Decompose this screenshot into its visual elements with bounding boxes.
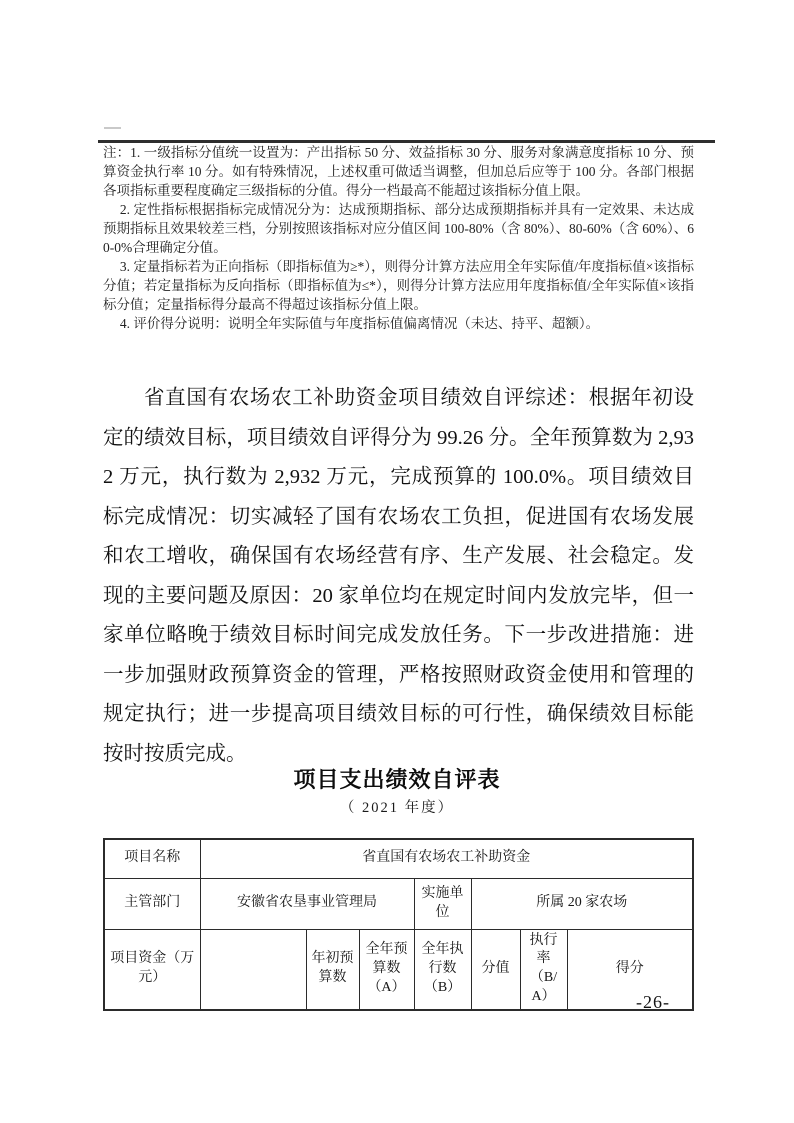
col-score-value-cell: 分值 [471,929,520,1010]
note-item-2: 2. 定性指标根据指标完成情况分为：达成预期指标、部分达成预期指标并具有一定效果、未达成预期指标且效果较差三档，分别按照该指标对应分值区间 100-80%（含 80%）、80-60%（含 60%）、60-0%合理确定分值。 [103,202,694,255]
table-row-project-name [104,839,693,878]
table-subtitle-year: （ 2021 年度） [339,800,455,816]
col-score-cell: 得分 [567,929,693,1010]
funds-blank-cell [200,929,306,1010]
table-row-departments [104,878,693,929]
self-evaluation-summary-paragraph: 省直国有农场农工补助资金项目绩效自评综述：根据年初设定的绩效目标，项目绩效自评得分为 99.26 分。全年预算数为 2,932 万元，执行数为 2,932 万元，完成预算的 100.0%。项目绩效目标完成情况：切实减轻了国有农场农工负担，促进国有农场发展和农工增收，确保国有农场经营有序、生产发展、社会稳定。发现的主要问题及原因：20 家单位均在规定时间内发放完毕，但一家单位略晚于绩效目标时间完成发放任务。下一步改进措施：进一步加强财政预算资金的管理，严格按照财政资金使用和管理的规定执行；进一步提高项目绩效目标的可行性，确保绩效目标能按时按质完成。 [103,387,694,765]
col-annual-budget-cell: 全年预算数（A） [359,929,414,1010]
col-initial-budget-cell: 年初预算数 [306,929,359,1010]
note-item-4: 4. 评价得分说明：说明全年实际值与年度指标值偏离情况（未达、持平、超额）。 [119,316,600,331]
dept-value-cell: 安徽省农垦事业管理局 [200,878,414,929]
col-exec-rate-cell: 执行率（B/A） [520,929,567,1010]
note-item-3: 3. 定量指标若为正向指标（即指标值为≥*），则得分计算方法应用全年实际值/年度指标值×该指标分值；若定量指标为反向指标（即指标值为≤*），则得分计算方法应用年度指标值/全年实际值×该指标分值；定量指标得分最高不得超过该指标分值上限。 [103,259,694,312]
funds-label-cell: 项目资金（万元） [104,929,200,1010]
col-annual-exec-cell: 全年执行数（B） [414,929,471,1010]
table-row-project-funds-header [104,929,693,1010]
impl-label-cell: 实施单位 [414,878,471,929]
note-item-1: 注：1. 一级指标分值统一设置为：产出指标 50 分、效益指标 30 分、服务对象满意度指标 10 分、预算资金执行率 10 分。如有特殊情况，上述权重可做适当调整，但加总后应等于 100 分。各部门根据各项指标重要程度确定三级指标的分值。得分一档最高不能超过该指标分值上限。 [103,145,694,198]
notes-block [103,143,694,333]
project-expenditure-self-evaluation-table [103,838,694,1011]
project-name-label-cell: 项目名称 [104,839,200,878]
dept-label-cell: 主管部门 [104,878,200,929]
table-title: 项目支出绩效自评表 [293,767,501,792]
scan-artifact-mark [104,127,121,129]
impl-value-cell: 所属 20 家农场 [471,878,693,929]
page-number: -26- [636,992,670,1012]
project-name-value-cell: 省直国有农场农工补助资金 [200,839,693,878]
